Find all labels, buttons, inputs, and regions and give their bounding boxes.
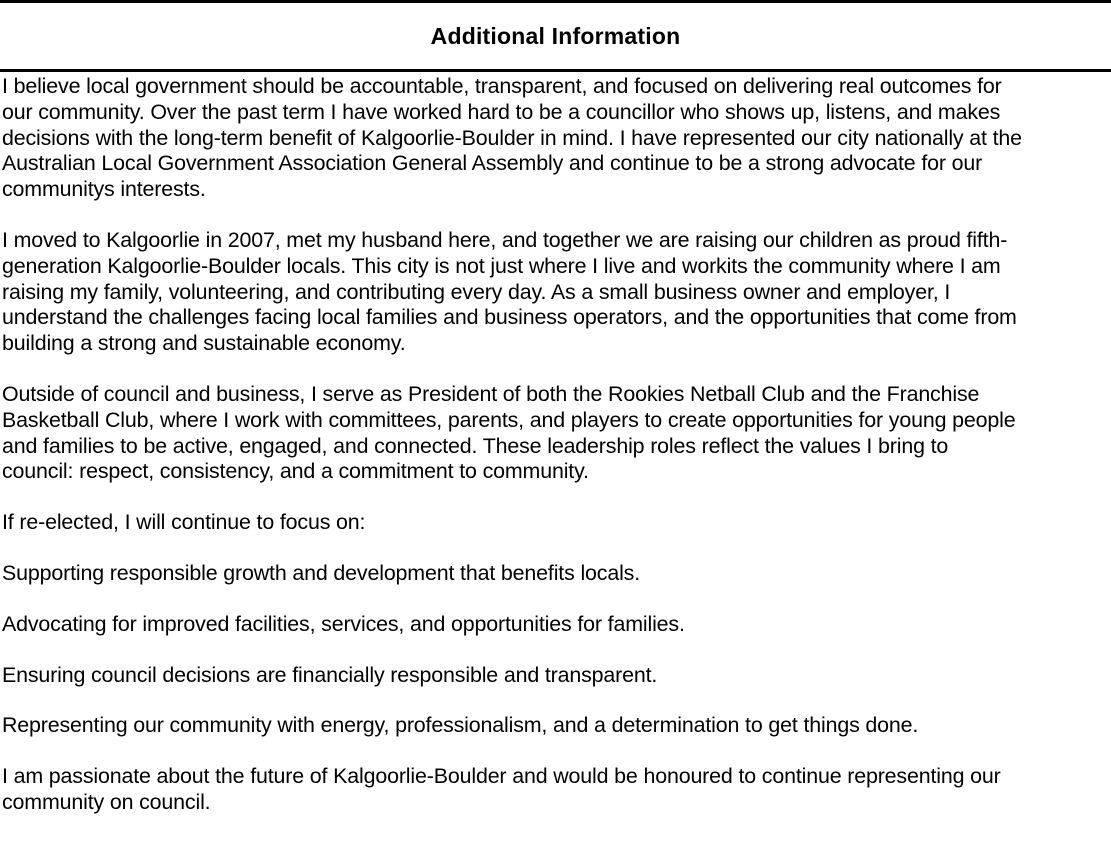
paragraph-accountability [2,74,1111,203]
text-line: building a strong and sustainable economy. [2,331,406,356]
text-line: Outside of council and business, I serve as President of both the Rookies Netball Club and the Franchise [2,381,980,406]
text-line: Australian Local Government Association General Assembly and continue to be a strong advocate for our [2,151,983,176]
text-line: Supporting responsible growth and development that benefits locals. [2,560,641,585]
text-line: raising my family, volunteering, and contributing every day. As a small business owner and employer, I [2,279,951,304]
text-line: I am passionate about the future of Kalgoorlie-Boulder and would be honoured to continue representing our [2,764,1001,789]
text-line: council: respect, consistency, and a commitment to community. [2,459,589,484]
focus-item-financial [2,663,1111,689]
text-line: decisions with the long-term benefit of Kalgoorlie-Boulder in mind. I have represented our city nationally at the [2,125,1022,150]
paragraph-focus-intro [2,510,1111,536]
text-line: our community. Over the past term I have worked hard to be a councillor who shows up, listens, and makes [2,99,1001,124]
text-line: communitys interests. [2,177,206,202]
paragraph-closing [2,764,1111,816]
text-line: community on council. [2,789,211,814]
paragraph-community-roles [2,382,1111,485]
text-line: and families to be active, engaged, and connected. These leadership roles reflect the values I bring to [2,433,949,458]
text-line: generation Kalgoorlie-Boulder locals. This city is not just where I live and workits the community where I am [2,253,1001,278]
section-heading: Additional Information [430,23,681,49]
top-border-rule [0,0,1111,3]
text-line: I believe local government should be accountable, transparent, and focused on delivering real outcomes for [2,74,1002,98]
focus-item-growth [2,561,1111,587]
text-line: Ensuring council decisions are financially responsible and transparent. [2,662,658,687]
focus-item-representation [2,713,1111,739]
heading-divider [0,69,1111,72]
text-line: Advocating for improved facilities, services, and opportunities for families. [2,611,685,636]
focus-item-facilities [2,612,1111,638]
text-line: If re-elected, I will continue to focus on: [2,510,366,535]
paragraph-background [2,228,1111,357]
text-line: I moved to Kalgoorlie in 2007, met my husband here, and together we are raising our children as proud fifth- [2,227,1008,252]
text-line: understand the challenges facing local families and business operators, and the opportunities that come from [2,305,1017,330]
text-line: Basketball Club, where I work with committees, parents, and players to create opportunities for young people [2,407,1016,432]
body-text [2,74,1111,841]
text-line: Representing our community with energy, professionalism, and a determination to get things done. [2,713,919,738]
